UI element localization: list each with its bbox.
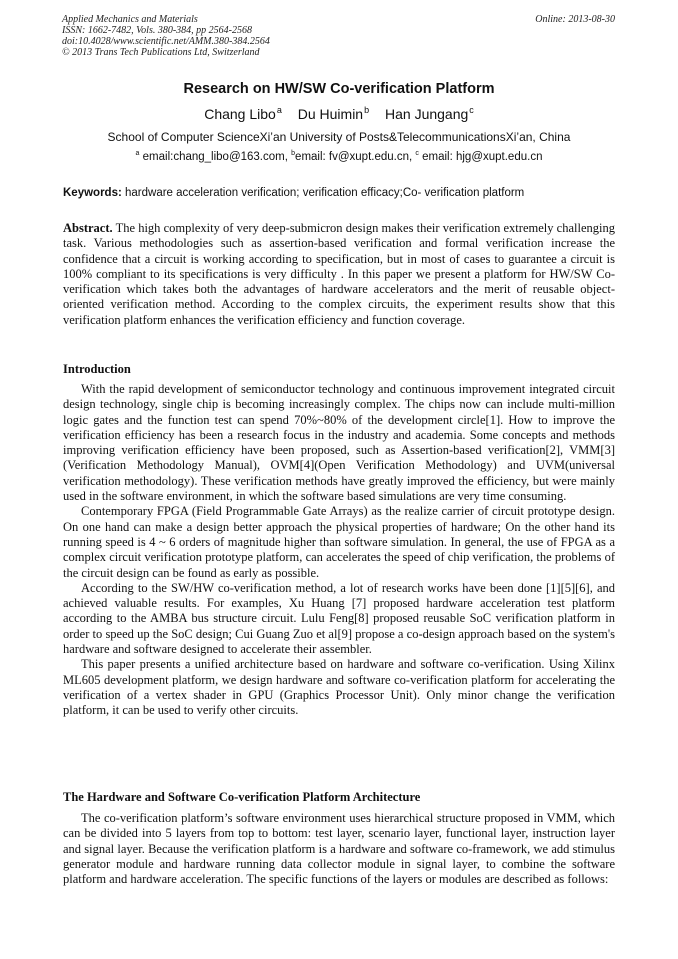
keywords-label: Keywords: bbox=[63, 187, 122, 199]
section-heading: Introduction bbox=[63, 362, 131, 376]
paragraph: The co-verification platform’s software environment uses hierarchical structure proposed in VMM, which can be divided into 5 layers from top to bottom: test layer, scenario layer, functional layer, instruction layer and signal layer. Because the verification platform is a hardware and software co-framework, we add stimulus generator module and hardware running data collector module in signal layer, to combine the software platform and hardware acceleration. The specific functions of the layers or modules are described as follows: bbox=[63, 811, 615, 887]
author: Han Jungang$^c$ bbox=[385, 105, 474, 122]
journal-header bbox=[62, 14, 270, 58]
section2-body bbox=[63, 811, 615, 887]
email-link[interactable]: email: fv@xupt.edu.cn, bbox=[295, 151, 413, 163]
paragraph: According to the SW/HW co-verification method, a lot of research works have been done [1][5][6], and achieved valuable results. For examples, Xu Huang [7] proposed hardware acceleration test platform according to the AMBA bus structure circuit. Lulu Feng[8] proposed reusable SoC verification platform in order to speed up the SoC design; Cui Guang Zuo et al[9] propose a co-design approach based on the system's hardware and software designed to accelerate their assembler. bbox=[63, 580, 615, 657]
email-link[interactable]: email: hjg@xupt.edu.cn bbox=[422, 151, 543, 163]
journal-name: Applied Mechanics and Materials bbox=[62, 14, 198, 25]
doi-line: doi:10.4028/www.scientific.net/AMM.380-384.2564 bbox=[62, 36, 270, 47]
affiliation: School of Computer ScienceXi’an University of Posts&TelecommunicationsXi’an, China bbox=[107, 130, 571, 144]
email-list: $^a$ email:chang_libo@163.com, $^b$email: fv@xupt.edu.cn, $^c$ email: hjg@xupt.edu.cn bbox=[135, 150, 543, 163]
copyright-line: © 2013 Trans Tech Publications Ltd, Switzerland bbox=[62, 47, 260, 58]
paper-title: Research on HW/SW Co-verification Platform bbox=[183, 81, 495, 97]
abstract-text: The high complexity of very deep-submicron design makes their verification extremely challenging task. Various methodologies such as assertion-based verification and formal verification increase the confidence that a circuit is working according to specification, but in most of cases to guarantee a circuit is 100% compliant to its specifications is very difficulty . In this paper we present a platform for HW/SW Co-verification which takes both the advantages of hardware accelerators and the merit of reusable object-oriented verification method. According to the complex circuits, the experiment results show that this verification platform enhances the verification efficiency and function coverage. bbox=[63, 221, 615, 327]
online-date: Online: 2013-08-30 bbox=[535, 14, 615, 25]
paragraph: With the rapid development of semiconductor technology and continuous improvement integrated circuit design technology, single chip is becoming increasingly complex. The chips now can include multi-million logic gates and the function test can spend 70%~80% of the development circle[1]. How to improve the verification efficiency has been a research focus in the industry and academia. Some concepts and methods improving verification efficiency have been proposed, such as Assertion-based verification[2], VMM[3](Verification Methodology Manual), OVM[4](Open Verification Methodology) and UVM(universal verification methodology). These verification methods have greatly improved the efficiency, but were mainly used in the software environment, in which the software based simulations are very time consuming. bbox=[63, 382, 615, 504]
keywords-text: hardware acceleration verification; verification efficacy;Co- verification platform bbox=[125, 187, 525, 199]
email-link[interactable]: email:chang_libo@163.com, bbox=[142, 151, 288, 163]
paragraph: Contemporary FPGA (Field Programmable Gate Arrays) as the realize carrier of circuit prototype design. On one hand can make a design better approach the physical properties of hardware; On the other hand its running speed is 4 ~ 6 orders of magnitude higher than software simulation. In general, the use of FPGA as a complex circuit verification prototype platform, can accelerates the speed of chip verification, the problems of the circuit design can be found as early as possible. bbox=[63, 504, 615, 580]
paragraph: This paper presents a unified architecture based on hardware and software co-verification. Using Xilinx ML605 development platform, we design hardware and software co-verification platform for accelerating the verification of a vertex shader in GPU (Graphics Processor Unit). Only minor change the verification platform, it can be used to verify other circuits. bbox=[63, 657, 615, 718]
introduction-body bbox=[63, 382, 615, 719]
abstract bbox=[63, 221, 615, 328]
keywords bbox=[63, 187, 524, 199]
author-list bbox=[0, 105, 678, 122]
author: Du Huimin$^b$ bbox=[297, 105, 370, 122]
section-heading: The Hardware and Software Co-verification Platform Architecture bbox=[63, 790, 421, 804]
issn-line: ISSN: 1662-7482, Vols. 380-384, pp 2564-2568 bbox=[62, 25, 252, 36]
author: Chang Libo$^a$ bbox=[204, 105, 282, 122]
abstract-label: Abstract. bbox=[63, 221, 113, 235]
